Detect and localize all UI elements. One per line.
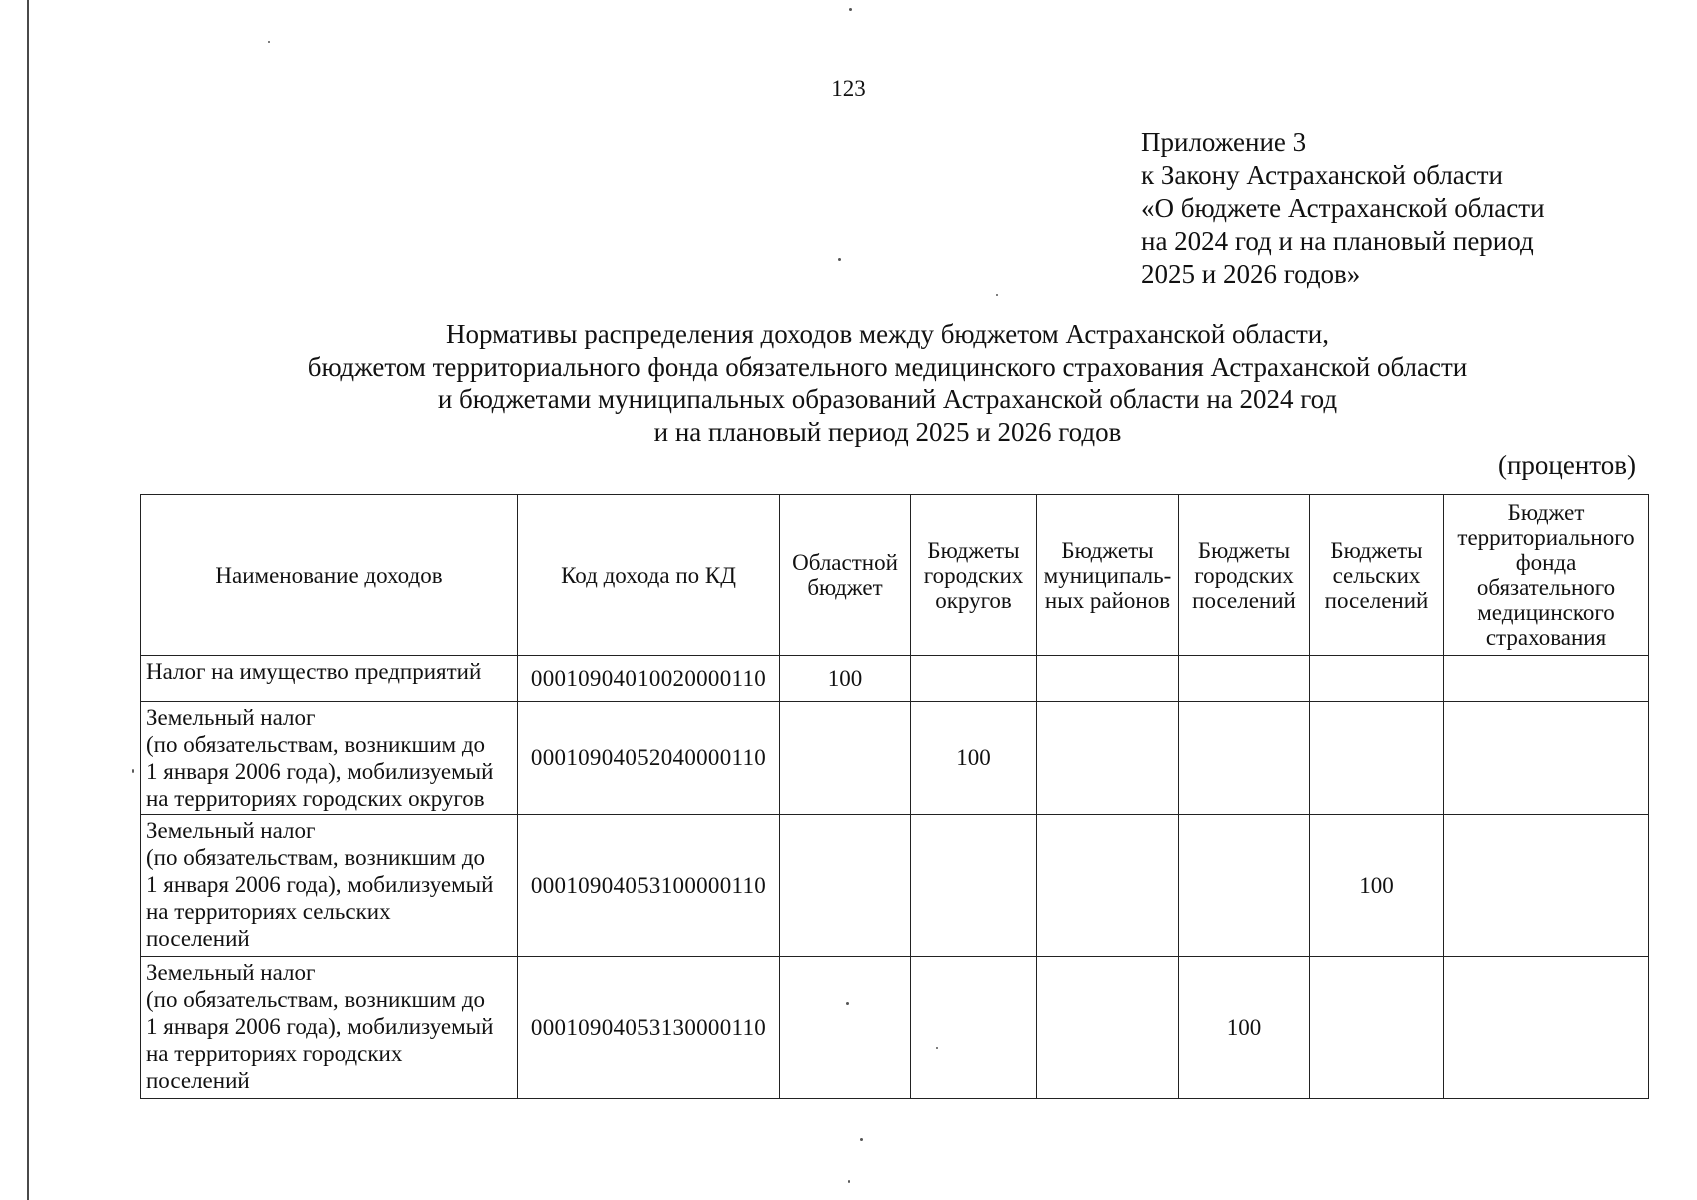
appendix-line: Приложение 3 <box>1141 127 1307 157</box>
scan-speck <box>838 258 841 261</box>
appendix-reference <box>1141 126 1545 291</box>
header-revenue-name <box>141 495 518 656</box>
header-line: страхования <box>1485 625 1607 650</box>
urban-settlements-cell: 100 <box>1179 957 1310 1099</box>
revenue-name-line: Земельный налог <box>146 960 316 985</box>
city-districts-cell: 100 <box>911 702 1037 815</box>
revenue-name-line: (по обязательствам, возникшим до <box>146 845 486 870</box>
header-line: городских <box>923 562 1024 588</box>
medical-insurance-fund-cell <box>1444 957 1649 1099</box>
revenue-name-line: 1 января 2006 года), мобилизуемый <box>146 759 494 784</box>
revenue-name-cell <box>141 702 518 815</box>
header-medical-insurance-fund <box>1444 495 1649 656</box>
title-line: и бюджетами муниципальных образований Астраханской области на 2024 год <box>437 384 1338 414</box>
header-line: городских <box>1194 562 1294 588</box>
header-line: сельских <box>1332 562 1421 588</box>
urban-settlements-cell <box>1179 815 1310 957</box>
revenue-code-cell: 00010904052040000110 <box>518 702 780 815</box>
header-line: Бюджеты <box>1061 537 1154 563</box>
revenue-name-line: 1 января 2006 года), мобилизуемый <box>146 1014 494 1039</box>
appendix-line: к Закону Астраханской области <box>1141 160 1504 190</box>
municipal-districts-cell <box>1037 656 1179 702</box>
scan-speck <box>848 1180 850 1183</box>
municipal-districts-cell <box>1037 815 1179 957</box>
header-municipal-districts <box>1037 495 1179 656</box>
appendix-line: на 2024 год и на плановый период <box>1141 226 1534 256</box>
page-binding-edge <box>27 0 29 1200</box>
rural-settlements-cell <box>1310 656 1444 702</box>
revenue-name-line: поселений <box>146 1068 250 1093</box>
header-line: муниципаль- <box>1043 562 1172 588</box>
revenue-name-line: на территориях сельских <box>146 899 391 924</box>
appendix-line: 2025 и 2026 годов» <box>1141 259 1361 289</box>
document-title <box>230 318 1545 448</box>
page-number: 123 <box>831 76 866 101</box>
revenue-name-cell <box>141 815 518 957</box>
revenue-name-line: 1 января 2006 года), мобилизуемый <box>146 872 494 897</box>
revenue-name-line: поселений <box>146 926 250 951</box>
revenue-name-line: Налог на имущество предприятий <box>146 659 482 684</box>
header-line: Код дохода по КД <box>561 562 736 588</box>
revenue-name-cell <box>141 957 518 1099</box>
units-label: (процентов) <box>1497 450 1636 480</box>
table-row <box>141 815 1649 957</box>
header-regional-budget <box>780 495 911 656</box>
header-line: медицинского <box>1477 600 1615 625</box>
header-line: обязательного <box>1476 575 1616 600</box>
revenue-name-cell <box>141 656 518 702</box>
header-line: Областной <box>792 550 898 575</box>
municipal-districts-cell <box>1037 957 1179 1099</box>
rural-settlements-cell <box>1310 702 1444 815</box>
header-line: Наименование доходов <box>215 562 443 588</box>
revenue-name-line: на территориях городских округов <box>146 786 485 811</box>
scan-speck <box>846 1002 849 1005</box>
header-line: территориального <box>1457 525 1635 550</box>
table-row <box>141 656 1649 702</box>
medical-insurance-fund-cell <box>1444 656 1649 702</box>
title-line: бюджетом территориального фонда обязательного медицинского страхования Астраханской области <box>307 351 1468 382</box>
regional-budget-cell: 100 <box>780 656 911 702</box>
regional-budget-cell <box>780 957 911 1099</box>
revenue-code-cell: 00010904053130000110 <box>518 957 780 1099</box>
urban-settlements-cell <box>1179 702 1310 815</box>
table-row <box>141 957 1649 1099</box>
city-districts-cell <box>911 815 1037 957</box>
medical-insurance-fund-cell <box>1444 815 1649 957</box>
header-line: бюджет <box>807 575 883 600</box>
header-line: Бюджеты <box>1197 537 1291 563</box>
medical-insurance-fund-cell <box>1444 702 1649 815</box>
municipal-districts-cell <box>1037 702 1179 815</box>
scan-speck <box>268 41 270 43</box>
revenue-code-cell: 00010904053100000110 <box>518 815 780 957</box>
header-revenue-code <box>518 495 780 656</box>
title-line: Нормативы распределения доходов между бюджетом Астраханской области, <box>446 319 1329 349</box>
scan-speck <box>996 294 998 296</box>
scan-speck <box>849 8 852 11</box>
regional-budget-cell <box>780 815 911 957</box>
revenue-name-line: на территориях городских <box>146 1041 403 1066</box>
title-line: и на плановый период 2025 и 2026 годов <box>653 416 1122 447</box>
city-districts-cell <box>911 656 1037 702</box>
regional-budget-cell <box>780 702 911 815</box>
revenue-name-line: Земельный налог <box>146 705 316 730</box>
appendix-line: «О бюджете Астраханской области <box>1141 193 1545 223</box>
city-districts-cell <box>911 957 1037 1099</box>
header-line: фонда <box>1515 550 1577 575</box>
urban-settlements-cell <box>1179 656 1310 702</box>
scan-speck <box>936 1047 938 1049</box>
revenue-norms-table <box>140 494 1649 1099</box>
revenue-name-line: Земельный налог <box>146 818 316 843</box>
rural-settlements-cell <box>1310 957 1444 1099</box>
scan-speck <box>132 769 134 773</box>
header-line: поселений <box>1192 587 1296 613</box>
revenue-code-cell: 00010904010020000110 <box>518 656 780 702</box>
header-line: округов <box>935 587 1012 613</box>
header-rural-settlements <box>1310 495 1444 656</box>
table-header-row <box>141 495 1649 656</box>
header-line: Бюджеты <box>1330 537 1423 563</box>
header-city-districts <box>911 495 1037 656</box>
table-row <box>141 702 1649 815</box>
revenue-name-line: (по обязательствам, возникшим до <box>146 987 486 1012</box>
header-line: поселений <box>1324 587 1429 613</box>
header-line: Бюджет <box>1507 500 1585 525</box>
header-urban-settlements <box>1179 495 1310 656</box>
revenue-name-line: (по обязательствам, возникшим до <box>146 732 486 757</box>
header-line: Бюджеты <box>927 537 1020 563</box>
header-line: ных районов <box>1044 587 1171 613</box>
scan-speck <box>860 1138 863 1141</box>
rural-settlements-cell: 100 <box>1310 815 1444 957</box>
